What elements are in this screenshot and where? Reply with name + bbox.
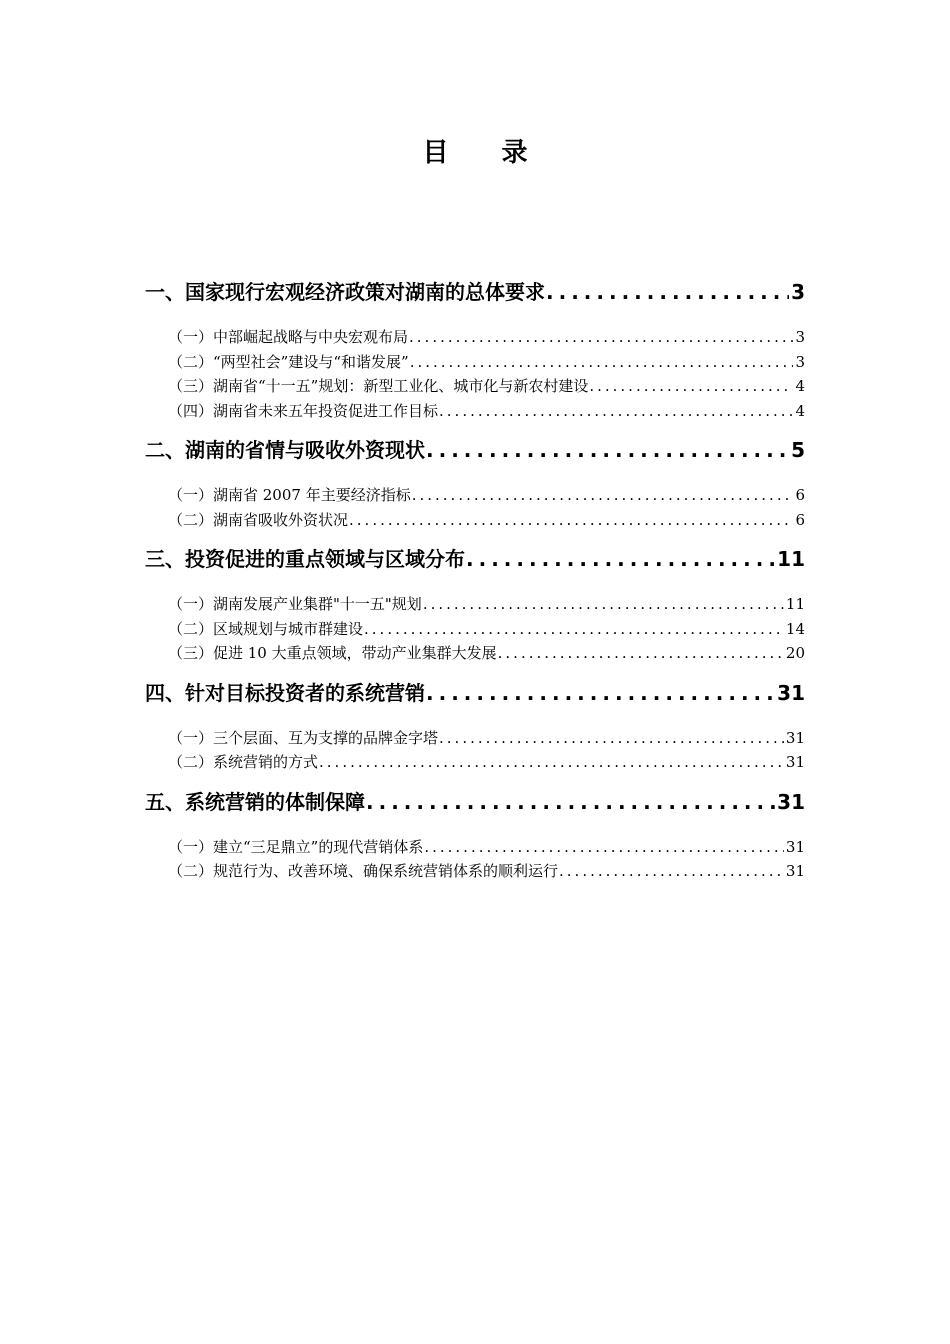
toc-subsection-label: （三）促进 10 大重点领域，带动产业集群大发展	[168, 644, 497, 662]
toc-subsection-label: （二）规范行为、改善环境、确保系统营销体系的顺利运行	[168, 862, 559, 880]
toc-subsection-entry[interactable]	[145, 325, 805, 350]
toc-subsection-entry[interactable]	[145, 592, 805, 617]
toc-subsection-label: （一）建立“三足鼎立”的现代营销体系	[168, 837, 424, 856]
toc-chapter-page: 31	[777, 789, 805, 814]
toc-subsection-page: 4	[795, 377, 805, 395]
toc-subsection-label: （二）湖南省吸收外资状况	[168, 510, 349, 529]
leader-dots	[423, 592, 784, 617]
toc-chapter-label: 五、系统营销的体制保障	[145, 789, 365, 814]
toc-subsection-page: 31	[785, 728, 805, 747]
leader-dots	[319, 750, 784, 775]
toc-subsection-page: 31	[785, 837, 805, 856]
toc-subsection-page: 14	[785, 619, 805, 638]
toc-subsection-label: （一）湖南省 2007 年主要经济指标	[168, 486, 411, 504]
leader-dots	[349, 508, 793, 533]
toc-subsection-label: （一）三个层面、互为支撑的品牌金字塔	[168, 728, 439, 747]
toc-subsection-page: 31	[785, 862, 805, 880]
leader-dots	[546, 275, 789, 309]
toc-chapter-entry[interactable]	[145, 433, 805, 467]
toc-section	[145, 542, 805, 666]
toc-chapter-label: 四、针对目标投资者的系统营销	[145, 680, 425, 705]
leader-dots	[409, 325, 793, 350]
toc-subsection-entry[interactable]	[145, 399, 805, 424]
table-of-contents	[145, 275, 805, 894]
toc-chapter-label: 一、国家现行宏观经济政策对湖南的总体要求	[145, 280, 545, 304]
toc-chapter-page: 5	[791, 438, 805, 462]
toc-subsection-label: （三）湖南省“十一五”规划：新型工业化、城市化与新农村建设	[168, 377, 589, 395]
leader-dots	[466, 542, 775, 576]
toc-section	[145, 275, 805, 423]
toc-subsection-entry[interactable]	[145, 508, 805, 533]
toc-subsection-label: （四）湖南省未来五年投资促进工作目标	[168, 401, 439, 420]
leader-dots	[410, 350, 794, 375]
toc-chapter-entry[interactable]	[145, 676, 805, 710]
toc-subsection-page: 6	[795, 510, 805, 529]
page-title: 目 录	[422, 138, 550, 168]
toc-subsection-entry[interactable]	[145, 374, 805, 399]
toc-subsection-entry[interactable]	[145, 350, 805, 375]
toc-subsection-page: 3	[795, 352, 805, 371]
toc-subsection-label: （一）湖南发展产业集群"十一五"规划	[168, 595, 422, 613]
leader-dots	[424, 835, 784, 860]
leader-dots	[498, 641, 784, 666]
toc-subsection-entry[interactable]	[145, 750, 805, 775]
leader-dots	[426, 433, 789, 467]
toc-chapter-page: 11	[777, 547, 805, 571]
leader-dots	[439, 726, 784, 751]
toc-subsection-label: （二）“两型社会”建设与“和谐发展”	[168, 352, 409, 371]
leader-dots	[366, 785, 775, 819]
leader-dots	[439, 399, 793, 424]
toc-subsection-entry[interactable]	[145, 641, 805, 666]
toc-subsection-entry[interactable]	[145, 835, 805, 860]
toc-subsection-page: 3	[795, 328, 805, 346]
toc-subsection-label: （二）区域规划与城市群建设	[168, 619, 364, 638]
toc-subsection-entry[interactable]	[145, 726, 805, 751]
toc-chapter-label: 三、投资促进的重点领域与区域分布	[145, 547, 465, 571]
toc-chapter-entry[interactable]	[145, 785, 805, 819]
toc-subsection-entry[interactable]	[145, 859, 805, 884]
leader-dots	[412, 483, 794, 508]
toc-chapter-entry[interactable]	[145, 275, 805, 309]
toc-subsection-entry[interactable]	[145, 617, 805, 642]
toc-subsection-page: 20	[785, 644, 805, 662]
toc-subsection-page: 11	[785, 595, 805, 613]
leader-dots	[589, 374, 793, 399]
toc-subsection-entry[interactable]	[145, 483, 805, 508]
toc-chapter-entry[interactable]	[145, 542, 805, 576]
toc-subsection-page: 6	[795, 486, 805, 504]
toc-section	[145, 785, 805, 884]
leader-dots	[426, 676, 775, 710]
toc-section	[145, 433, 805, 532]
toc-chapter-page: 3	[791, 280, 805, 304]
toc-subsection-page: 4	[795, 401, 805, 420]
toc-subsection-label: （一）中部崛起战略与中央宏观布局	[168, 328, 409, 346]
leader-dots	[559, 859, 784, 884]
toc-subsection-label: （二）系统营销的方式	[168, 753, 319, 771]
toc-subsection-page: 31	[785, 753, 805, 771]
leader-dots	[364, 617, 784, 642]
toc-chapter-label: 二、湖南的省情与吸收外资现状	[145, 438, 425, 462]
toc-section	[145, 676, 805, 775]
toc-chapter-page: 31	[777, 680, 805, 705]
